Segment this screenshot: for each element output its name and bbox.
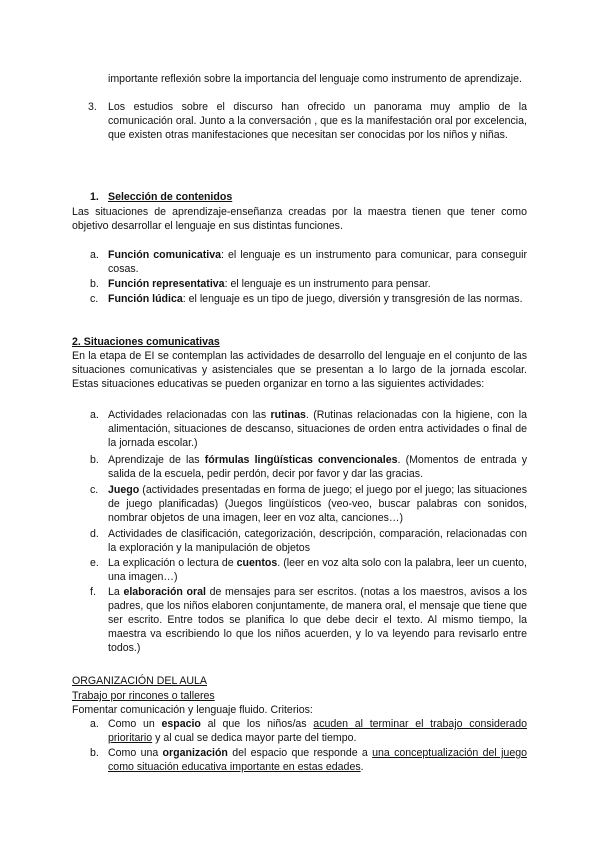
bold-term: espacio: [161, 718, 201, 730]
item-text: Actividades de clasificación, categorización, descripción, comparación, relacionadas con la exploración y la manipulación de objetos: [108, 528, 527, 554]
criteria-item-b: [90, 746, 527, 774]
bold-term: cuentos: [236, 557, 278, 569]
list-marker: c.: [90, 293, 99, 305]
underlined-text: una conceptualización del juego como situación educativa importante en estas edades: [108, 747, 527, 773]
item-text: y al cual se dedica mayor parte del tiempo.: [152, 732, 357, 744]
paragraph-text: Fomentar comunicación y lenguaje fluido. Criterios:: [72, 704, 313, 716]
item-text: . (Rutinas relacionadas con la higiene, con la alimentación, situaciones de descanso, situaciones de orden entra actividades o final de la jornada escolar.): [108, 409, 528, 449]
list-item-text: Los estudios sobre el discurso han ofrecido un panorama muy amplio de la comunicación oral. Junto a la conversación , que es la manifestación oral por excelencia, que existen otras manifestaciones que necesitan ser conocidas por los niños y niñas.: [108, 101, 527, 141]
item-text: Actividades relacionadas con las: [108, 409, 271, 421]
item-text: .: [360, 761, 364, 773]
heading-title: 2. Situaciones comunicativas: [72, 336, 220, 348]
list-marker: e.: [90, 557, 99, 569]
paragraph-text: En la etapa de EI se contemplan las actividades de desarrollo del lenguaje en el conjunto de las situaciones comunicativas y asistenciales que se presentan a lo largo de la jornada escolar. Estas situaciones educativas se pueden organizar en torno a las siguientes actividades:: [72, 350, 527, 390]
item-text: del espacio que responde a: [227, 747, 373, 759]
activity-item-d: [90, 527, 527, 555]
item-text: . (leer en voz alta solo con la palabra, leer un cuento, una imagen…): [108, 557, 527, 583]
item-text: al que los niños/as: [200, 718, 314, 730]
section3-intro: [72, 703, 527, 717]
underlined-text: acuden al terminar el trabajo considerado prioritario: [108, 718, 527, 744]
list-marker: 3.: [88, 101, 97, 113]
bold-term: organización: [162, 747, 228, 759]
section-subtitle: [72, 689, 527, 703]
function-item-b: [90, 277, 527, 291]
heading-number: 1.: [90, 191, 99, 203]
list-marker: a.: [90, 409, 99, 421]
activity-item-e: [90, 556, 527, 584]
subtitle-text: Trabajo por rincones o talleres: [72, 690, 215, 702]
item-text: de mensajes para ser escritos. (notas a los maestros, avisos a los padres, que los niños elaboren conjuntamente, de manera oral, el mensaje que tiene que ser escrito. Entre todos se planifica lo que debe decir el texto. Al mismo tiempo, la maestra va escribiendo lo que los niños acuerden, y lo va leyendo para revisarlo entre todos.): [108, 586, 527, 654]
heading-title: ORGANIZACIÓN DEL AULA: [72, 675, 208, 687]
bold-term: Función lúdica: [108, 293, 183, 305]
item-text: . (Momentos de entrada y salida de la escuela, pedir perdón, decir por favor y dar las gracias.: [108, 454, 527, 480]
list-marker: a.: [90, 718, 99, 730]
criteria-item-a: [90, 717, 527, 745]
bold-term: Función comunicativa: [108, 249, 221, 261]
item-text: : el lenguaje es un tipo de juego, diversión y transgresión de las normas.: [182, 293, 523, 305]
list-marker: d.: [90, 528, 99, 540]
list-marker: a.: [90, 249, 99, 261]
list-marker: c.: [90, 484, 99, 496]
list-marker: f.: [90, 586, 96, 598]
section1-intro: [72, 205, 527, 233]
section-heading-2: [72, 335, 527, 349]
item-text: (actividades presentadas en forma de juego; el juego por el juego; las situaciones de juego planificadas) (Juegos lingüísticos (veo-veo, buscar palabras con sonidos, nombrar objetos de una imagen, leer en voz alta, canciones…): [108, 484, 527, 524]
bold-term: rutinas: [270, 409, 306, 421]
item-text: : el lenguaje es un instrumento para comunicar, para conseguir cosas.: [108, 249, 527, 275]
item-text: La: [108, 586, 124, 598]
list-item-3: [88, 100, 527, 142]
activity-item-b: [90, 453, 527, 481]
list-marker: b.: [90, 454, 99, 466]
item-text: Como un: [108, 718, 162, 730]
paragraph-text: Las situaciones de aprendizaje-enseñanza creadas por la maestra tienen que tener como objetivo desarrollar el lenguaje en sus distintas funciones.: [72, 206, 527, 232]
bold-term: fórmulas lingüísticas convencionales: [204, 454, 398, 466]
heading-title: Selección de contenidos: [108, 191, 233, 203]
paragraph-text: importante reflexión sobre la importancia del lenguaje como instrumento de aprendizaje.: [108, 73, 522, 85]
bold-term: Función representativa: [108, 278, 225, 290]
section-heading-1: [90, 190, 527, 204]
bold-term: elaboración oral: [123, 586, 206, 598]
item-text: Como una: [108, 747, 163, 759]
activity-item-c: [90, 483, 527, 525]
item-text: : el lenguaje es un instrumento para pensar.: [224, 278, 431, 290]
list-item-continuation: [108, 72, 527, 86]
item-text: La explicación o lectura de: [108, 557, 237, 569]
section2-intro: [72, 349, 527, 391]
function-item-a: [90, 248, 527, 276]
bold-term: Juego: [108, 484, 140, 496]
list-marker: b.: [90, 747, 99, 759]
function-item-c: [90, 292, 527, 306]
list-marker: b.: [90, 278, 99, 290]
section-heading-3: [72, 674, 527, 688]
item-text: Aprendizaje de las: [108, 454, 205, 466]
activity-item-a: [90, 408, 528, 450]
activity-item-f: [90, 585, 527, 655]
